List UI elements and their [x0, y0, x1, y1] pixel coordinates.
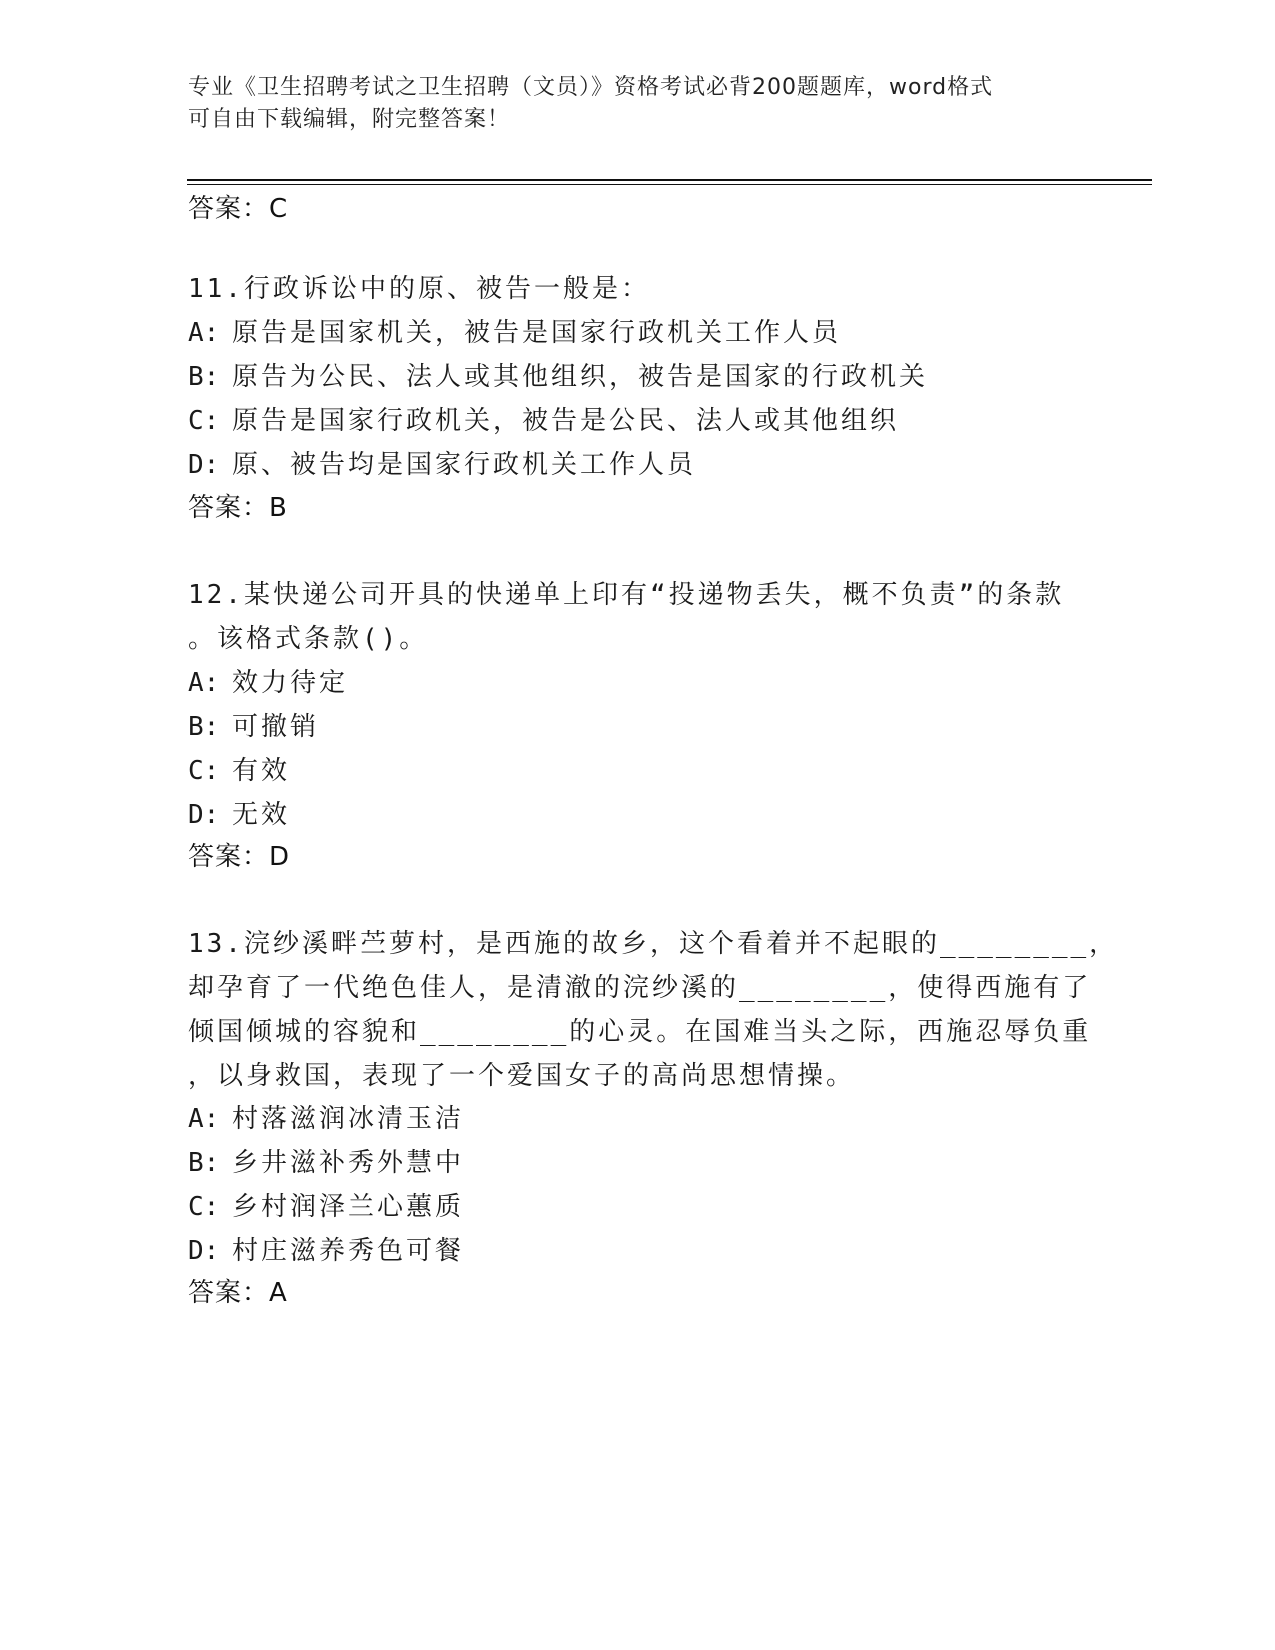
option-label: B: — [188, 1148, 220, 1178]
header-line-1: 专业《卫生招聘考试之卫生招聘（文员）》资格考试必背200题题库，word格式 — [188, 75, 994, 100]
option-label: C: — [188, 756, 220, 786]
question-12-stem-line-2: 。该格式条款()。 — [188, 624, 429, 654]
option-text: 效力待定 — [232, 668, 349, 698]
option-label: A: — [188, 1104, 220, 1134]
question-13-stem-line-4: ，以身救国，表现了一个爱国女子的高尚思想情操。 — [188, 1061, 856, 1091]
option-label: A: — [188, 318, 220, 348]
option-text: 原告为公民、法人或其他组织，被告是国家的行政机关 — [232, 362, 929, 392]
option-label: B: — [188, 712, 220, 742]
option-text: 乡井滋补秀外慧中 — [232, 1148, 465, 1178]
option-text: 村庄滋养秀色可餐 — [232, 1236, 465, 1266]
option-text: 原告是国家行政机关，被告是公民、法人或其他组织 — [232, 406, 900, 436]
question-12-option-d — [188, 798, 290, 832]
option-text: 可撤销 — [232, 712, 320, 742]
option-text: 原告是国家机关，被告是国家行政机关工作人员 — [232, 318, 842, 348]
question-11-answer: 答案：B — [188, 493, 288, 523]
option-label: C: — [188, 406, 220, 436]
question-11-option-a — [188, 316, 841, 350]
question-13-stem-line-2: 却孕育了一代绝色佳人，是清澈的浣纱溪的________，使得西施有了 — [188, 973, 1092, 1003]
question-13-option-b — [188, 1146, 464, 1180]
document-header — [188, 72, 1068, 136]
answer-previous: 答案：C — [188, 194, 289, 224]
header-divider-thick — [187, 179, 1152, 181]
option-label: C: — [188, 1192, 220, 1222]
question-13-option-d — [188, 1234, 464, 1268]
option-text: 原、被告均是国家行政机关工作人员 — [232, 450, 697, 480]
option-label: D: — [188, 1236, 220, 1266]
option-text: 乡村润泽兰心蕙质 — [232, 1192, 465, 1222]
option-label: D: — [188, 450, 220, 480]
header-line-2: 可自由下载编辑，附完整答案！ — [188, 107, 511, 132]
option-text: 村落滋润冰清玉洁 — [232, 1104, 465, 1134]
question-12-answer: 答案：D — [188, 842, 291, 872]
question-11-option-d — [188, 448, 696, 482]
question-13-stem-line-3: 倾国倾城的容貌和________的心灵。在国难当头之际，西施忍辱负重 — [188, 1017, 1092, 1047]
option-text: 有效 — [232, 756, 291, 786]
question-13-stem-line-1: 13.浣纱溪畔苎萝村，是西施的故乡，这个看着并不起眼的________， — [188, 929, 1119, 959]
header-divider-thin — [187, 184, 1152, 185]
question-12-stem-line-1: 12.某快递公司开具的快递单上印有“投递物丢失，概不负责”的条款 — [188, 580, 1065, 610]
question-11-option-c — [188, 404, 899, 438]
question-12-option-b — [188, 710, 319, 744]
question-11-option-b — [188, 360, 928, 394]
question-12-option-c — [188, 754, 290, 788]
question-13-option-c — [188, 1190, 464, 1224]
question-13-answer: 答案：A — [188, 1278, 288, 1308]
option-label: A: — [188, 668, 220, 698]
question-12-option-a — [188, 666, 348, 700]
question-13-option-a — [188, 1102, 464, 1136]
option-label: D: — [188, 800, 220, 830]
question-11-stem: 11.行政诉讼中的原、被告一般是： — [188, 274, 650, 304]
option-label: B: — [188, 362, 220, 392]
option-text: 无效 — [232, 800, 291, 830]
